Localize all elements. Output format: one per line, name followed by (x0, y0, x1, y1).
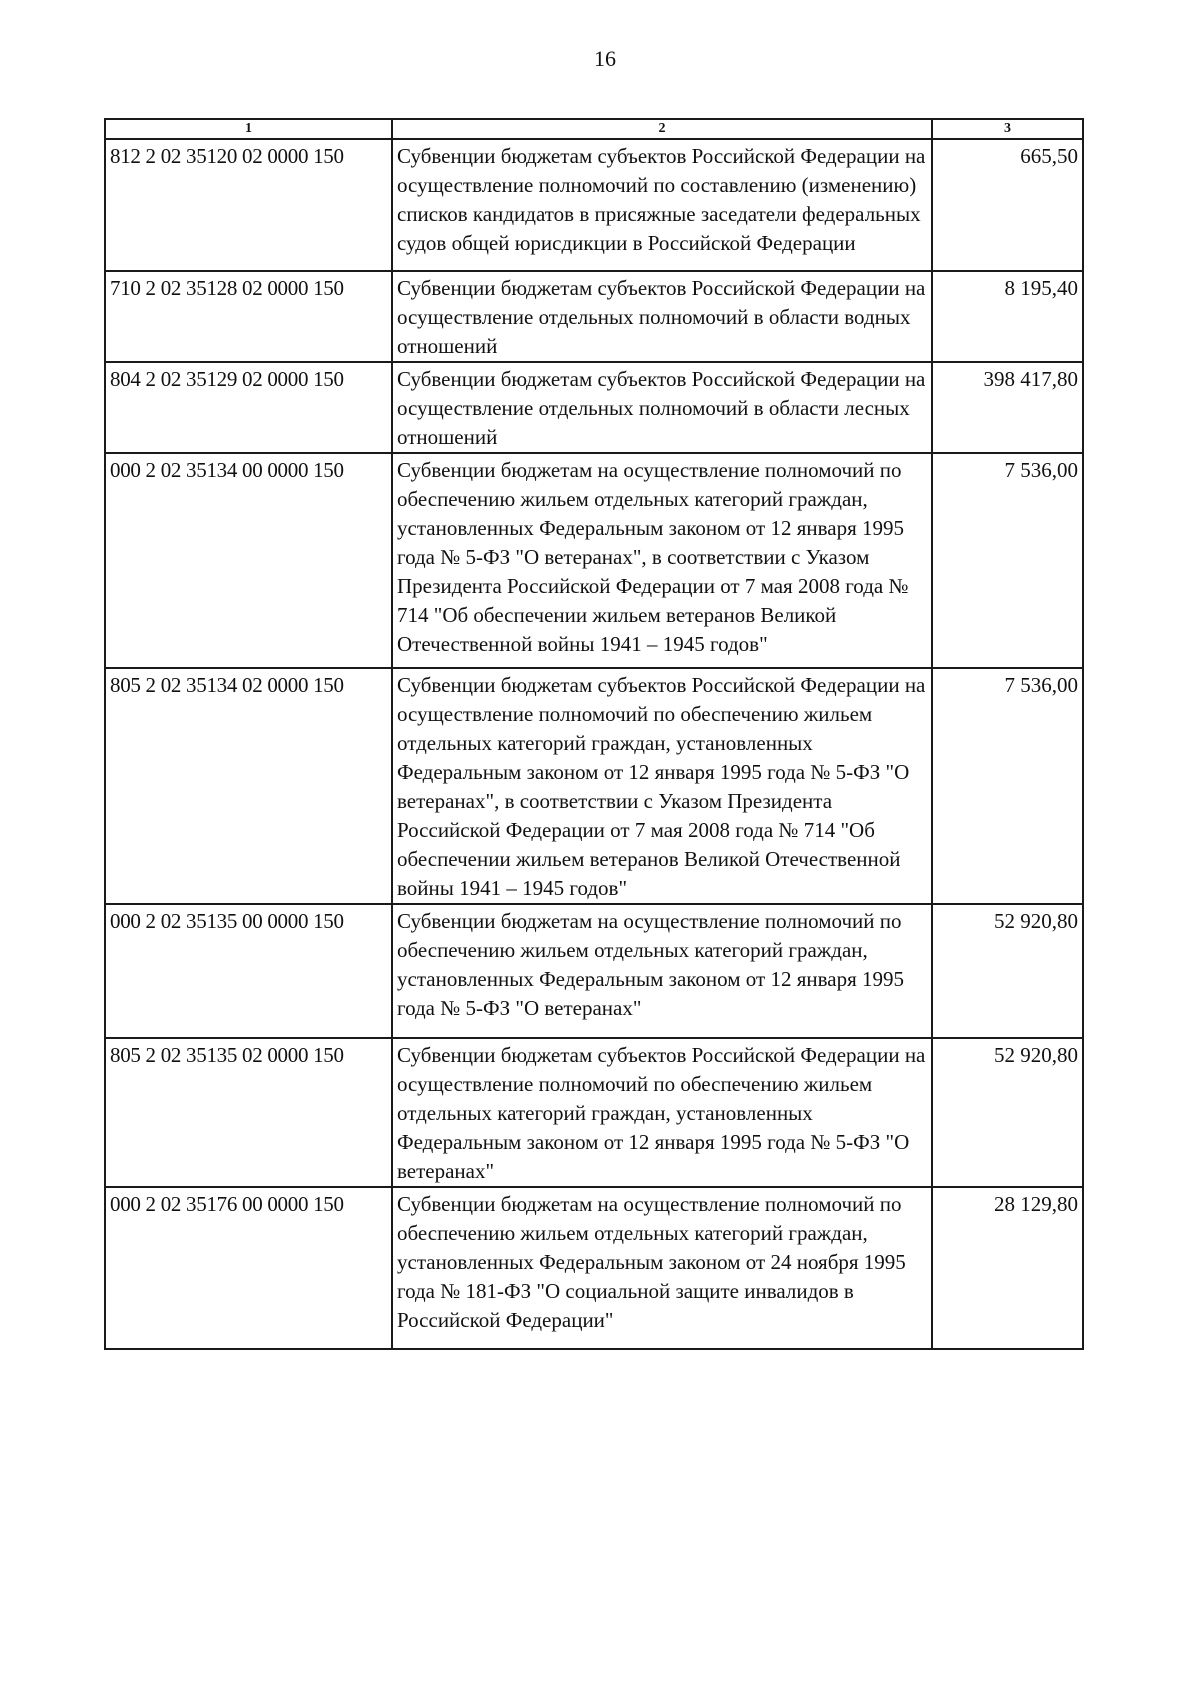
table-row (105, 362, 1083, 453)
table-row (105, 1038, 1083, 1187)
budget-amount-cell: 52 920,80 (932, 904, 1083, 1038)
budget-code-cell: 805 2 02 35134 02 0000 150 (105, 668, 392, 904)
budget-name-cell: Субвенции бюджетам субъектов Российской Федерации на осуществление отдельных полномочий в области водных отношений (392, 271, 932, 362)
budget-amount-cell: 28 129,80 (932, 1187, 1083, 1349)
budget-code-cell: 812 2 02 35120 02 0000 150 (105, 139, 392, 271)
budget-code-cell: 000 2 02 35135 00 0000 150 (105, 904, 392, 1038)
budget-amount-cell: 7 536,00 (932, 668, 1083, 904)
budget-amount-cell: 398 417,80 (932, 362, 1083, 453)
table-row (105, 139, 1083, 271)
budget-name-cell: Субвенции бюджетам на осуществление полномочий по обеспечению жильем отдельных категорий граждан, установленных Федеральным законом от 12 января 1995 года № 5-ФЗ "О ветеранах" (392, 904, 932, 1038)
budget-code-cell: 000 2 02 35134 00 0000 150 (105, 453, 392, 668)
budget-name-cell: Субвенции бюджетам субъектов Российской Федерации на осуществление полномочий по составлению (изменению) списков кандидатов в присяжные заседатели федеральных судов общей юрисдикции в Российской Федерации (392, 139, 932, 271)
column-header-2: 2 (392, 119, 932, 139)
table-row (105, 668, 1083, 904)
table-header (105, 119, 1083, 139)
budget-amount-cell: 7 536,00 (932, 453, 1083, 668)
budget-code-cell: 805 2 02 35135 02 0000 150 (105, 1038, 392, 1187)
budget-name-cell: Субвенции бюджетам на осуществление полномочий по обеспечению жильем отдельных категорий граждан, установленных Федеральным законом от 24 ноября 1995 года № 181-ФЗ "О социальной защите инвалидов в Российской Федерации" (392, 1187, 932, 1349)
budget-amount-cell: 52 920,80 (932, 1038, 1083, 1187)
budget-name-cell: Субвенции бюджетам субъектов Российской Федерации на осуществление полномочий по обеспечению жильем отдельных категорий граждан, установленных Федеральным законом от 12 января 1995 года № 5-ФЗ "О ветеранах" (392, 1038, 932, 1187)
table-row (105, 271, 1083, 362)
budget-name-cell: Субвенции бюджетам субъектов Российской Федерации на осуществление полномочий по обеспечению жильем отдельных категорий граждан, установленных Федеральным законом от 12 января 1995 года № 5-ФЗ "О ветеранах", в соответствии с Указом Президента Российской Федерации от 7 мая 2008 года № 714 "Об обеспечении жильем ветеранов Великой Отечественной войны 1941 – 1945 годов" (392, 668, 932, 904)
budget-amount-cell: 665,50 (932, 139, 1083, 271)
budget-amount-cell: 8 195,40 (932, 271, 1083, 362)
table-row (105, 904, 1083, 1038)
column-header-3: 3 (932, 119, 1083, 139)
table-row (105, 1187, 1083, 1349)
column-header-1: 1 (105, 119, 392, 139)
table-body (105, 139, 1083, 1349)
page-number: 16 (594, 46, 616, 71)
header-row (105, 119, 1083, 139)
budget-code-cell: 710 2 02 35128 02 0000 150 (105, 271, 392, 362)
budget-table (104, 118, 1084, 1350)
budget-name-cell: Субвенции бюджетам субъектов Российской Федерации на осуществление отдельных полномочий в области лесных отношений (392, 362, 932, 453)
budget-name-cell: Субвенции бюджетам на осуществление полномочий по обеспечению жильем отдельных категорий граждан, установленных Федеральным законом от 12 января 1995 года № 5-ФЗ "О ветеранах", в соответствии с Указом Президента Российской Федерации от 7 мая 2008 года № 714 "Об обеспечении жильем ветеранов Великой Отечественной войны 1941 – 1945 годов" (392, 453, 932, 668)
budget-code-cell: 000 2 02 35176 00 0000 150 (105, 1187, 392, 1349)
budget-code-cell: 804 2 02 35129 02 0000 150 (105, 362, 392, 453)
table-row (105, 453, 1083, 668)
